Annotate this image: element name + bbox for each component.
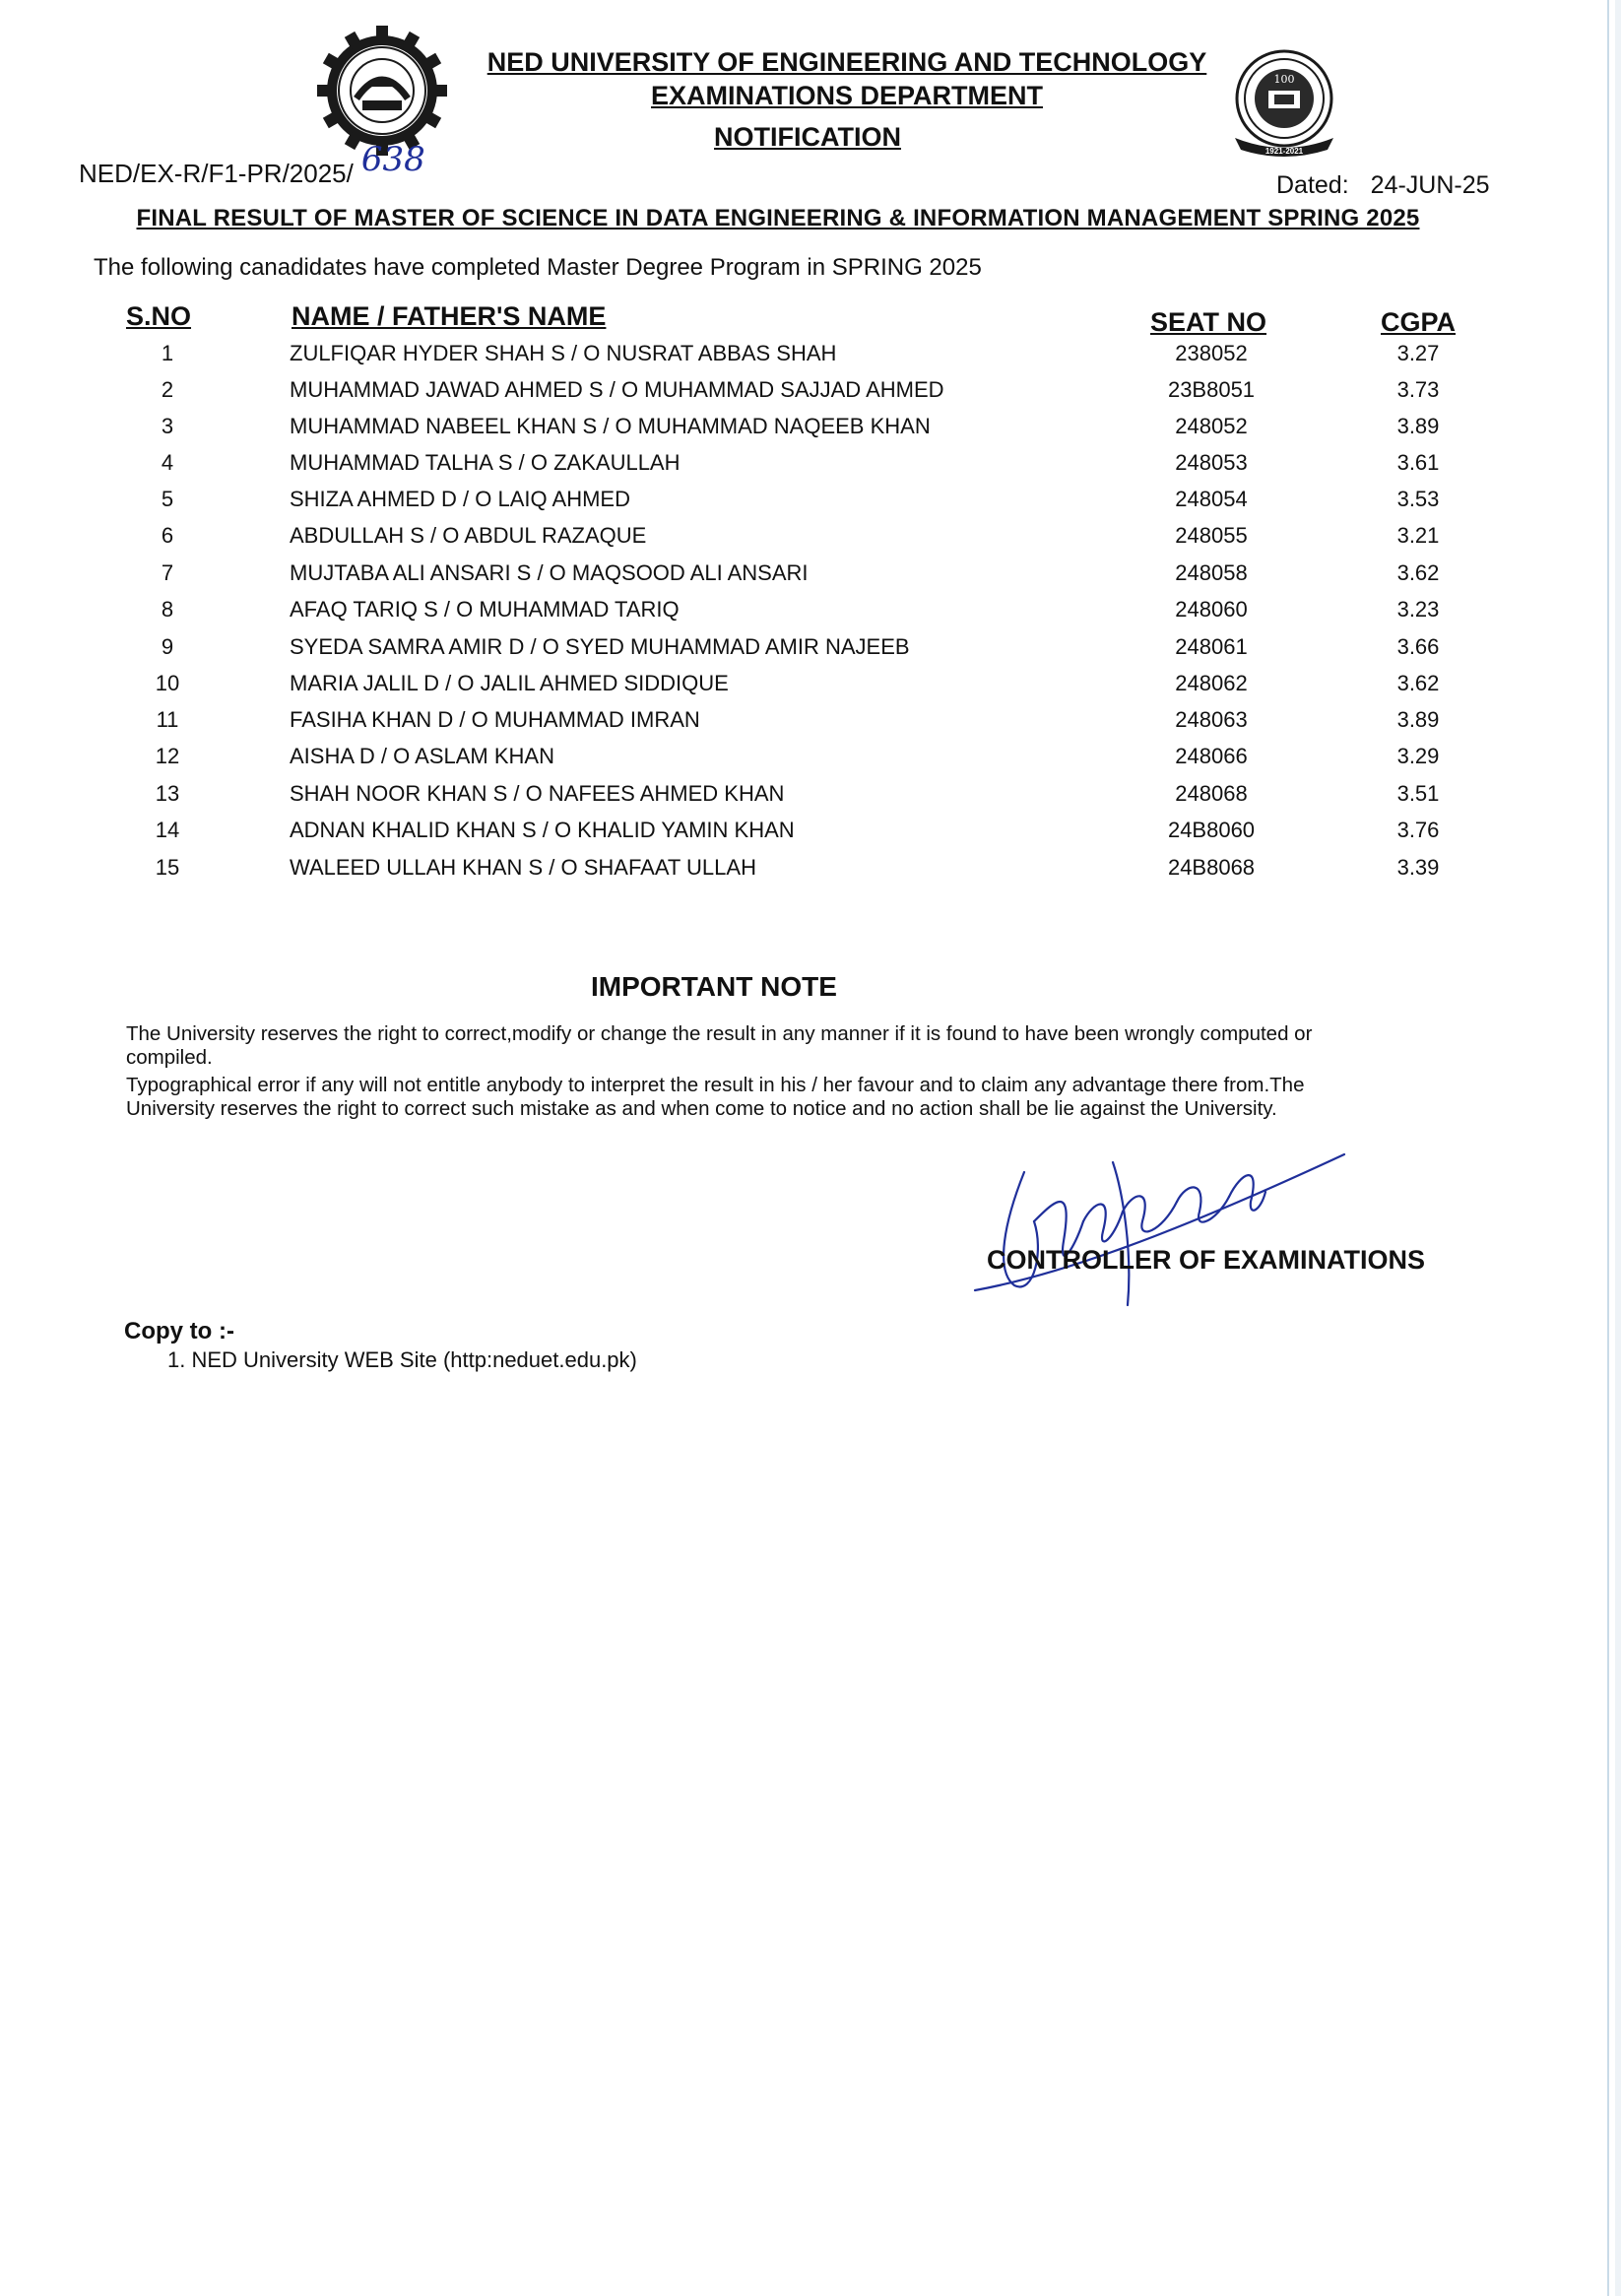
row-name: WALEED ULLAH KHAN S / O SHAFAAT ULLAH — [290, 855, 756, 880]
department-name: EXAMINATIONS DEPARTMENT — [651, 81, 1043, 110]
important-note-heading: IMPORTANT NOTE — [591, 971, 837, 1002]
row-sno: 13 — [155, 781, 180, 806]
column-header-cgpa: CGPA — [1381, 307, 1457, 337]
row-name: AISHA D / O ASLAM KHAN — [290, 744, 554, 768]
row-seat-no: 248061 — [1175, 634, 1248, 659]
university-name: NED UNIVERSITY OF ENGINEERING AND TECHNOLOGY — [486, 47, 1207, 77]
row-seat-no: 248053 — [1175, 450, 1248, 475]
table-row — [0, 597, 1621, 632]
row-seat-no: 248062 — [1175, 671, 1248, 695]
row-cgpa: 3.21 — [1396, 523, 1440, 548]
date-line — [1276, 171, 1490, 200]
row-name: SYEDA SAMRA AMIR D / O SYED MUHAMMAD AMIR NAJEEB — [290, 634, 910, 659]
row-cgpa: 3.89 — [1396, 707, 1440, 732]
row-seat-no: 23B8051 — [1167, 377, 1256, 402]
table-row — [0, 560, 1621, 596]
row-cgpa: 3.29 — [1396, 744, 1440, 768]
row-seat-no: 248066 — [1175, 744, 1248, 768]
row-name: MUHAMMAD NABEEL KHAN S / O MUHAMMAD NAQEEB KHAN — [290, 414, 931, 438]
row-cgpa: 3.89 — [1396, 414, 1440, 438]
column-header-name: NAME / FATHER'S NAME — [292, 301, 607, 331]
row-name: ZULFIQAR HYDER SHAH S / O NUSRAT ABBAS SHAH — [290, 341, 837, 365]
row-sno: 14 — [155, 818, 180, 842]
row-sno: 12 — [155, 744, 180, 768]
row-sno: 3 — [161, 414, 174, 438]
row-name: ADNAN KHALID KHAN S / O KHALID YAMIN KHAN — [290, 818, 795, 842]
row-sno: 6 — [161, 523, 174, 548]
row-name: ABDULLAH S / O ABDUL RAZAQUE — [290, 523, 647, 548]
row-sno: 10 — [155, 671, 180, 695]
row-cgpa: 3.27 — [1396, 341, 1440, 365]
row-seat-no: 248068 — [1175, 781, 1248, 806]
row-name: SHIZA AHMED D / O LAIQ AHMED — [290, 487, 630, 511]
row-sno: 11 — [156, 707, 179, 732]
row-sno: 2 — [161, 377, 174, 402]
row-seat-no: 24B8060 — [1167, 818, 1256, 842]
controller-of-examinations: CONTROLLER OF EXAMINATIONS — [987, 1245, 1425, 1275]
row-name: AFAQ TARIQ S / O MUHAMMAD TARIQ — [290, 597, 680, 622]
copy-to-item: 1. NED University WEB Site (http:neduet.edu.pk) — [167, 1347, 637, 1372]
table-row — [0, 818, 1621, 853]
scan-edge-line — [1607, 0, 1609, 2296]
table-row — [0, 377, 1621, 413]
reference-number — [79, 140, 425, 191]
row-seat-no: 248055 — [1175, 523, 1248, 548]
row-sno: 7 — [161, 560, 174, 585]
row-cgpa: 3.66 — [1396, 634, 1440, 659]
row-cgpa: 3.62 — [1396, 671, 1440, 695]
row-sno: 8 — [161, 597, 174, 622]
row-seat-no: 248052 — [1175, 414, 1248, 438]
table-row — [0, 855, 1621, 890]
result-title: FINAL RESULT OF MASTER OF SCIENCE IN DATA ENGINEERING & INFORMATION MANAGEMENT SPRING 2025 — [136, 205, 1420, 231]
intro-text: The following canadidates have completed Master Degree Program in SPRING 2025 — [94, 254, 982, 281]
note-paragraph-1: The University reserves the right to correct,modify or change the result in any manner if it is found to have been wrongly computed or compiled. — [126, 1022, 1313, 1069]
column-header-sno: S.NO — [126, 301, 192, 331]
row-cgpa: 3.62 — [1396, 560, 1440, 585]
row-cgpa: 3.39 — [1396, 855, 1440, 880]
row-sno: 1 — [161, 341, 174, 365]
university-logo — [313, 22, 451, 160]
notification-heading: NOTIFICATION — [714, 122, 901, 152]
dated-value: 24-JUN-25 — [1370, 171, 1490, 199]
row-cgpa: 3.76 — [1396, 818, 1440, 842]
row-name: MARIA JALIL D / O JALIL AHMED SIDDIQUE — [290, 671, 729, 695]
copy-to-label: Copy to :- — [124, 1318, 234, 1345]
row-name: MUJTABA ALI ANSARI S / O MAQSOOD ALI ANSARI — [290, 560, 809, 585]
row-sno: 5 — [161, 487, 174, 511]
row-name: SHAH NOOR KHAN S / O NAFEES AHMED KHAN — [290, 781, 785, 806]
table-row — [0, 634, 1621, 670]
row-seat-no: 248054 — [1175, 487, 1248, 511]
row-sno: 4 — [161, 450, 174, 475]
row-seat-no: 238052 — [1175, 341, 1248, 365]
table-row — [0, 781, 1621, 817]
table-row — [0, 523, 1621, 558]
row-name: FASIHA KHAN D / O MUHAMMAD IMRAN — [290, 707, 700, 732]
row-sno: 9 — [161, 634, 174, 659]
column-header-seat-no: SEAT NO — [1150, 307, 1267, 337]
table-row — [0, 744, 1621, 779]
row-seat-no: 248063 — [1175, 707, 1248, 732]
dated-label: Dated: — [1276, 171, 1349, 199]
row-cgpa: 3.73 — [1396, 377, 1440, 402]
row-cgpa: 3.23 — [1396, 597, 1440, 622]
row-name: MUHAMMAD TALHA S / O ZAKAULLAH — [290, 450, 681, 475]
row-seat-no: 248058 — [1175, 560, 1248, 585]
row-name: MUHAMMAD JAWAD AHMED S / O MUHAMMAD SAJJAD AHMED — [290, 377, 944, 402]
row-seat-no: 24B8068 — [1167, 855, 1256, 880]
row-cgpa: 3.51 — [1396, 781, 1440, 806]
table-row — [0, 707, 1621, 743]
table-row — [0, 414, 1621, 449]
table-row — [0, 671, 1621, 706]
reference-text: NED/EX-R/F1-PR/2025/ — [79, 159, 354, 188]
note-paragraph-2: Typographical error if any will not entitle anybody to interpret the result in his / her favour and to claim any advantage there from.The University reserves the right to correct such mistake as and when come to notice and no action shall be lie against the University. — [126, 1074, 1305, 1120]
row-cgpa: 3.53 — [1396, 487, 1440, 511]
controller-signature — [965, 1103, 1359, 1320]
scan-edge-shadow — [1615, 0, 1621, 2296]
table-row — [0, 487, 1621, 522]
row-seat-no: 248060 — [1175, 597, 1248, 622]
table-row — [0, 341, 1621, 376]
reference-handwritten-number: 638 — [360, 140, 425, 179]
svg-text:100: 100 — [1273, 73, 1295, 86]
table-row — [0, 450, 1621, 486]
row-sno: 15 — [155, 855, 180, 880]
seal-year-text: 1921-2021 — [1264, 147, 1304, 156]
row-cgpa: 3.61 — [1396, 450, 1440, 475]
